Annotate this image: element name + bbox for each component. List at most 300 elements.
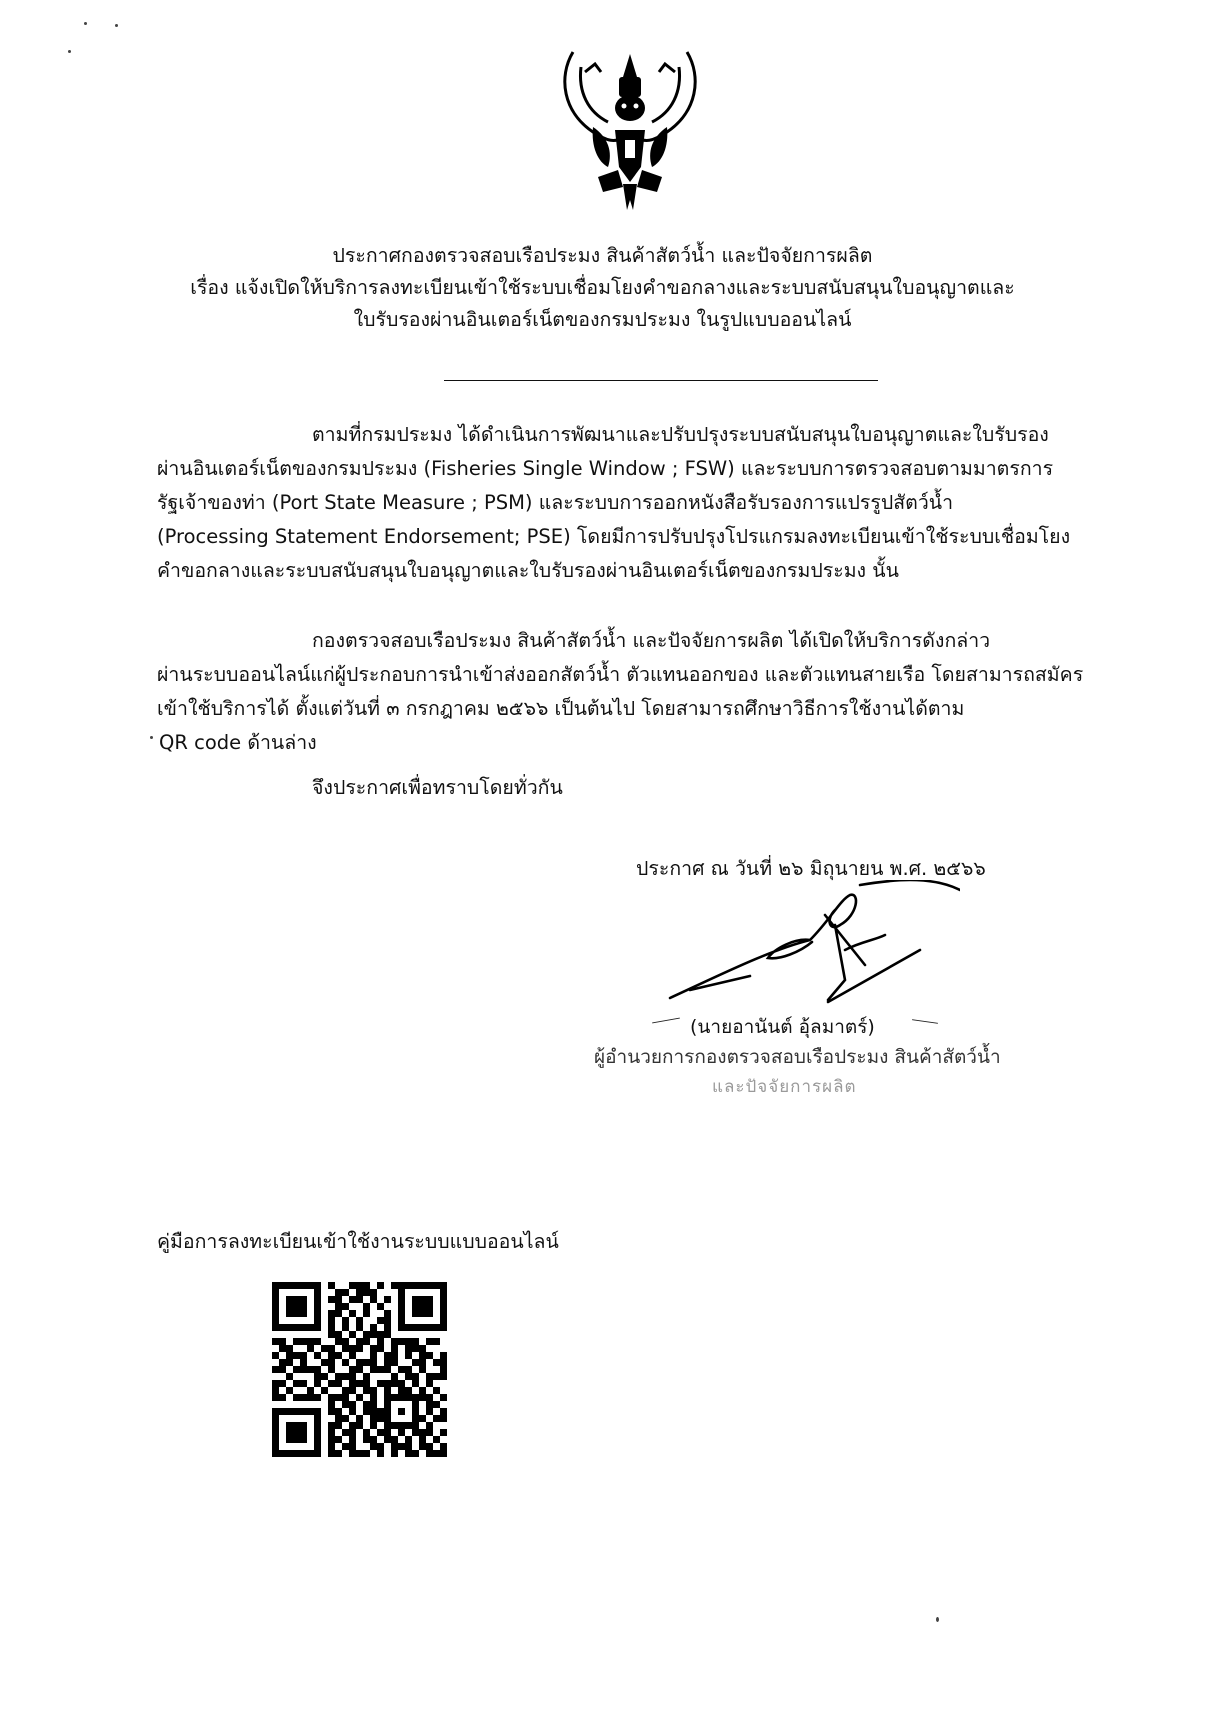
qr-module xyxy=(370,1415,377,1422)
qr-module xyxy=(349,1324,356,1331)
qr-module xyxy=(279,1345,286,1352)
qr-module xyxy=(419,1338,426,1345)
qr-module xyxy=(293,1429,300,1436)
qr-module xyxy=(300,1366,307,1373)
qr-module xyxy=(377,1324,384,1331)
qr-module xyxy=(412,1282,419,1289)
qr-module xyxy=(370,1380,377,1387)
qr-module xyxy=(377,1380,384,1387)
qr-module xyxy=(440,1401,447,1408)
qr-module xyxy=(335,1296,342,1303)
qr-module xyxy=(349,1422,356,1429)
qr-module xyxy=(307,1387,314,1394)
qr-module xyxy=(314,1450,321,1457)
scan-speck xyxy=(936,1617,939,1622)
scan-speck xyxy=(68,50,71,53)
qr-module xyxy=(440,1366,447,1373)
qr-module xyxy=(293,1310,300,1317)
qr-module xyxy=(405,1422,412,1429)
qr-module xyxy=(300,1324,307,1331)
qr-module xyxy=(307,1401,314,1408)
qr-module xyxy=(440,1429,447,1436)
qr-module xyxy=(272,1289,279,1296)
qr-module xyxy=(391,1422,398,1429)
qr-module xyxy=(377,1310,384,1317)
qr-module xyxy=(314,1359,321,1366)
para2-line: กองตรวจสอบเรือประมง สินค้าสัตว์น้ำ และปัจจัยการผลิต ได้เปิดให้บริการดังกล่าว xyxy=(312,629,991,652)
qr-module xyxy=(356,1373,363,1380)
qr-module xyxy=(293,1443,300,1450)
qr-module xyxy=(349,1408,356,1415)
qr-module xyxy=(279,1401,286,1408)
qr-module xyxy=(335,1450,342,1457)
qr-module xyxy=(398,1296,405,1303)
qr-module xyxy=(363,1422,370,1429)
qr-module xyxy=(363,1282,370,1289)
qr-module xyxy=(314,1415,321,1422)
qr-module xyxy=(272,1373,279,1380)
qr-module xyxy=(391,1373,398,1380)
qr-module xyxy=(328,1387,335,1394)
qr-module xyxy=(356,1415,363,1422)
qr-module xyxy=(349,1317,356,1324)
qr-module xyxy=(384,1289,391,1296)
qr-module xyxy=(314,1436,321,1443)
qr-module xyxy=(293,1387,300,1394)
qr-module xyxy=(370,1345,377,1352)
qr-module xyxy=(398,1303,405,1310)
qr-module xyxy=(363,1450,370,1457)
qr-module xyxy=(370,1282,377,1289)
qr-module xyxy=(335,1317,342,1324)
qr-module xyxy=(293,1303,300,1310)
qr-module xyxy=(321,1331,328,1338)
qr-module xyxy=(363,1296,370,1303)
qr-module xyxy=(384,1408,391,1415)
qr-module xyxy=(286,1359,293,1366)
qr-code-icon[interactable] xyxy=(272,1282,447,1457)
qr-module xyxy=(286,1408,293,1415)
para1-line: (Processing Statement Endorsement; PSE) โดยมีการปรับปรุงโปรแกรมลงทะเบียนเข้าใช้ระบบเชื่อมโยง xyxy=(157,525,1071,548)
title-line-issuer: ประกาศกองตรวจสอบเรือประมง สินค้าสัตว์น้ำ และปัจจัยการผลิต xyxy=(332,244,873,267)
qr-module xyxy=(356,1352,363,1359)
qr-module xyxy=(335,1387,342,1394)
qr-module xyxy=(363,1359,370,1366)
qr-module xyxy=(342,1296,349,1303)
qr-module xyxy=(356,1345,363,1352)
qr-module xyxy=(293,1331,300,1338)
qr-module xyxy=(307,1331,314,1338)
qr-module xyxy=(426,1415,433,1422)
qr-module xyxy=(405,1317,412,1324)
qr-module xyxy=(384,1422,391,1429)
qr-module xyxy=(398,1436,405,1443)
qr-module xyxy=(433,1317,440,1324)
qr-module xyxy=(328,1436,335,1443)
qr-module xyxy=(321,1289,328,1296)
qr-module xyxy=(377,1443,384,1450)
qr-module xyxy=(412,1394,419,1401)
qr-module xyxy=(328,1415,335,1422)
qr-module xyxy=(363,1366,370,1373)
qr-module xyxy=(293,1338,300,1345)
qr-module xyxy=(328,1324,335,1331)
qr-module xyxy=(300,1289,307,1296)
announcement-date: ประกาศ ณ วันที่ ๒๖ มิถุนายน พ.ศ. ๒๕๖๖ xyxy=(636,857,986,880)
qr-module xyxy=(328,1310,335,1317)
qr-module xyxy=(419,1317,426,1324)
qr-module xyxy=(398,1289,405,1296)
qr-module xyxy=(314,1303,321,1310)
qr-module xyxy=(342,1324,349,1331)
qr-module xyxy=(391,1296,398,1303)
qr-module xyxy=(433,1310,440,1317)
qr-module xyxy=(279,1317,286,1324)
qr-module xyxy=(272,1303,279,1310)
qr-module xyxy=(412,1310,419,1317)
qr-module xyxy=(314,1289,321,1296)
qr-module xyxy=(391,1303,398,1310)
qr-module xyxy=(272,1345,279,1352)
qr-module xyxy=(426,1289,433,1296)
qr-module xyxy=(440,1394,447,1401)
qr-module xyxy=(293,1450,300,1457)
qr-module xyxy=(272,1352,279,1359)
qr-module xyxy=(440,1450,447,1457)
qr-module xyxy=(426,1303,433,1310)
qr-module xyxy=(293,1289,300,1296)
qr-module xyxy=(342,1415,349,1422)
qr-module xyxy=(314,1296,321,1303)
qr-module xyxy=(440,1282,447,1289)
qr-module xyxy=(419,1345,426,1352)
qr-module xyxy=(335,1436,342,1443)
qr-module xyxy=(279,1394,286,1401)
qr-module xyxy=(426,1282,433,1289)
qr-module xyxy=(328,1401,335,1408)
qr-module xyxy=(279,1296,286,1303)
qr-module xyxy=(433,1408,440,1415)
qr-module xyxy=(286,1289,293,1296)
qr-module xyxy=(272,1324,279,1331)
qr-module xyxy=(272,1415,279,1422)
qr-module xyxy=(328,1338,335,1345)
qr-module xyxy=(440,1443,447,1450)
qr-module xyxy=(419,1359,426,1366)
qr-module xyxy=(279,1359,286,1366)
qr-module xyxy=(398,1345,405,1352)
qr-module xyxy=(307,1310,314,1317)
qr-module xyxy=(356,1366,363,1373)
qr-module xyxy=(300,1310,307,1317)
qr-module xyxy=(426,1317,433,1324)
qr-module xyxy=(426,1408,433,1415)
qr-module xyxy=(321,1303,328,1310)
scan-speck xyxy=(84,22,87,25)
qr-module xyxy=(286,1380,293,1387)
qr-module xyxy=(412,1345,419,1352)
qr-module xyxy=(342,1436,349,1443)
qr-module xyxy=(342,1289,349,1296)
qr-module xyxy=(293,1366,300,1373)
qr-module xyxy=(279,1352,286,1359)
qr-module xyxy=(377,1359,384,1366)
qr-module xyxy=(286,1317,293,1324)
qr-module xyxy=(398,1317,405,1324)
qr-module xyxy=(328,1366,335,1373)
qr-module xyxy=(440,1415,447,1422)
qr-module xyxy=(307,1422,314,1429)
qr-module xyxy=(356,1359,363,1366)
qr-module xyxy=(433,1380,440,1387)
qr-module xyxy=(335,1366,342,1373)
qr-module xyxy=(293,1436,300,1443)
qr-module xyxy=(391,1338,398,1345)
qr-module xyxy=(272,1422,279,1429)
qr-module xyxy=(412,1401,419,1408)
qr-module xyxy=(349,1415,356,1422)
qr-module xyxy=(342,1394,349,1401)
qr-module xyxy=(314,1373,321,1380)
qr-module xyxy=(272,1366,279,1373)
qr-module xyxy=(398,1380,405,1387)
qr-module xyxy=(370,1338,377,1345)
qr-module xyxy=(433,1373,440,1380)
qr-module xyxy=(286,1303,293,1310)
qr-module xyxy=(286,1415,293,1422)
qr-module xyxy=(405,1429,412,1436)
qr-module xyxy=(272,1429,279,1436)
qr-module xyxy=(279,1366,286,1373)
qr-module xyxy=(300,1296,307,1303)
qr-module xyxy=(419,1324,426,1331)
qr-module xyxy=(433,1282,440,1289)
body-paragraph-1 xyxy=(157,418,1113,588)
garuda-emblem-icon xyxy=(553,42,707,212)
qr-module xyxy=(356,1331,363,1338)
qr-module xyxy=(405,1303,412,1310)
qr-module xyxy=(272,1359,279,1366)
qr-module xyxy=(335,1359,342,1366)
qr-module xyxy=(286,1366,293,1373)
qr-module xyxy=(377,1450,384,1457)
qr-module xyxy=(384,1450,391,1457)
qr-module xyxy=(433,1366,440,1373)
qr-module xyxy=(377,1317,384,1324)
qr-module xyxy=(363,1310,370,1317)
qr-module xyxy=(363,1289,370,1296)
qr-module xyxy=(391,1345,398,1352)
qr-module xyxy=(314,1422,321,1429)
qr-module xyxy=(300,1450,307,1457)
qr-module xyxy=(307,1450,314,1457)
para2-line: เข้าใช้บริการได้ ตั้งแต่วันที่ ๓ กรกฎาคม ๒๕๖๖ เป็นต้นไป โดยสามารถศึกษาวิธีการใช้งานได้ตาม xyxy=(157,697,965,720)
qr-module xyxy=(321,1415,328,1422)
qr-module xyxy=(405,1324,412,1331)
qr-module xyxy=(335,1443,342,1450)
qr-module xyxy=(398,1324,405,1331)
qr-module xyxy=(286,1429,293,1436)
qr-module xyxy=(300,1443,307,1450)
qr-module xyxy=(321,1317,328,1324)
qr-module xyxy=(384,1296,391,1303)
qr-module xyxy=(272,1282,279,1289)
qr-module xyxy=(391,1324,398,1331)
qr-module xyxy=(398,1415,405,1422)
qr-module xyxy=(384,1345,391,1352)
qr-module xyxy=(405,1450,412,1457)
qr-module xyxy=(286,1450,293,1457)
qr-module xyxy=(426,1373,433,1380)
qr-module xyxy=(328,1429,335,1436)
qr-module xyxy=(405,1373,412,1380)
qr-module xyxy=(370,1317,377,1324)
qr-module xyxy=(440,1331,447,1338)
qr-module xyxy=(328,1303,335,1310)
qr-module xyxy=(314,1443,321,1450)
qr-module xyxy=(286,1352,293,1359)
qr-module xyxy=(384,1380,391,1387)
qr-module xyxy=(426,1422,433,1429)
qr-module xyxy=(321,1394,328,1401)
qr-module xyxy=(307,1296,314,1303)
qr-module xyxy=(321,1401,328,1408)
qr-module xyxy=(272,1387,279,1394)
qr-module xyxy=(384,1394,391,1401)
qr-module xyxy=(279,1282,286,1289)
qr-module xyxy=(342,1450,349,1457)
qr-module xyxy=(391,1429,398,1436)
qr-module xyxy=(356,1303,363,1310)
qr-module xyxy=(405,1436,412,1443)
qr-module xyxy=(307,1345,314,1352)
qr-module xyxy=(307,1380,314,1387)
qr-module xyxy=(377,1289,384,1296)
qr-module xyxy=(405,1387,412,1394)
qr-module xyxy=(349,1436,356,1443)
qr-module xyxy=(363,1387,370,1394)
qr-module xyxy=(293,1415,300,1422)
qr-module xyxy=(412,1443,419,1450)
qr-module xyxy=(300,1401,307,1408)
qr-module xyxy=(342,1429,349,1436)
qr-module xyxy=(286,1296,293,1303)
qr-module xyxy=(335,1289,342,1296)
qr-module xyxy=(328,1331,335,1338)
qr-module xyxy=(433,1345,440,1352)
qr-module xyxy=(300,1429,307,1436)
qr-module xyxy=(321,1450,328,1457)
qr-module xyxy=(384,1352,391,1359)
scan-speck xyxy=(115,24,118,27)
qr-module xyxy=(433,1415,440,1422)
qr-module xyxy=(279,1436,286,1443)
qr-module xyxy=(300,1303,307,1310)
qr-module xyxy=(419,1331,426,1338)
qr-module xyxy=(391,1408,398,1415)
qr-module xyxy=(363,1394,370,1401)
qr-module xyxy=(363,1380,370,1387)
qr-module xyxy=(377,1303,384,1310)
qr-module xyxy=(314,1401,321,1408)
qr-module xyxy=(405,1408,412,1415)
qr-module xyxy=(440,1408,447,1415)
qr-module xyxy=(426,1352,433,1359)
qr-module xyxy=(328,1282,335,1289)
qr-module xyxy=(335,1415,342,1422)
qr-module xyxy=(412,1408,419,1415)
qr-module xyxy=(342,1317,349,1324)
qr-module xyxy=(342,1380,349,1387)
qr-module xyxy=(412,1324,419,1331)
qr-module xyxy=(391,1366,398,1373)
qr-module xyxy=(405,1380,412,1387)
qr-module xyxy=(384,1429,391,1436)
qr-module xyxy=(398,1310,405,1317)
qr-module xyxy=(314,1394,321,1401)
qr-module xyxy=(286,1436,293,1443)
qr-module xyxy=(405,1401,412,1408)
qr-module xyxy=(419,1366,426,1373)
qr-module xyxy=(398,1429,405,1436)
qr-module xyxy=(300,1359,307,1366)
qr-module xyxy=(328,1380,335,1387)
qr-module xyxy=(363,1317,370,1324)
qr-module xyxy=(321,1352,328,1359)
qr-module xyxy=(412,1422,419,1429)
qr-module xyxy=(279,1415,286,1422)
qr-module xyxy=(335,1345,342,1352)
qr-module xyxy=(314,1282,321,1289)
qr-module xyxy=(307,1289,314,1296)
qr-module xyxy=(349,1352,356,1359)
qr-module xyxy=(405,1282,412,1289)
qr-module xyxy=(321,1366,328,1373)
qr-module xyxy=(342,1303,349,1310)
qr-module xyxy=(328,1408,335,1415)
qr-module xyxy=(349,1429,356,1436)
qr-module xyxy=(412,1450,419,1457)
qr-module xyxy=(370,1422,377,1429)
qr-module xyxy=(272,1394,279,1401)
qr-module xyxy=(426,1401,433,1408)
qr-module xyxy=(391,1289,398,1296)
qr-module xyxy=(433,1289,440,1296)
qr-module xyxy=(321,1387,328,1394)
qr-module xyxy=(314,1310,321,1317)
qr-module xyxy=(370,1359,377,1366)
qr-module xyxy=(300,1345,307,1352)
qr-module xyxy=(391,1401,398,1408)
qr-module xyxy=(405,1415,412,1422)
qr-module xyxy=(412,1338,419,1345)
qr-module xyxy=(279,1303,286,1310)
qr-module xyxy=(377,1394,384,1401)
qr-module xyxy=(419,1429,426,1436)
qr-module xyxy=(377,1429,384,1436)
qr-module xyxy=(398,1450,405,1457)
qr-module xyxy=(335,1282,342,1289)
qr-module xyxy=(412,1380,419,1387)
qr-module xyxy=(335,1303,342,1310)
qr-module xyxy=(412,1436,419,1443)
qr-module xyxy=(398,1387,405,1394)
qr-module xyxy=(398,1338,405,1345)
qr-module xyxy=(300,1408,307,1415)
qr-module xyxy=(356,1443,363,1450)
qr-module xyxy=(412,1317,419,1324)
qr-module xyxy=(426,1296,433,1303)
